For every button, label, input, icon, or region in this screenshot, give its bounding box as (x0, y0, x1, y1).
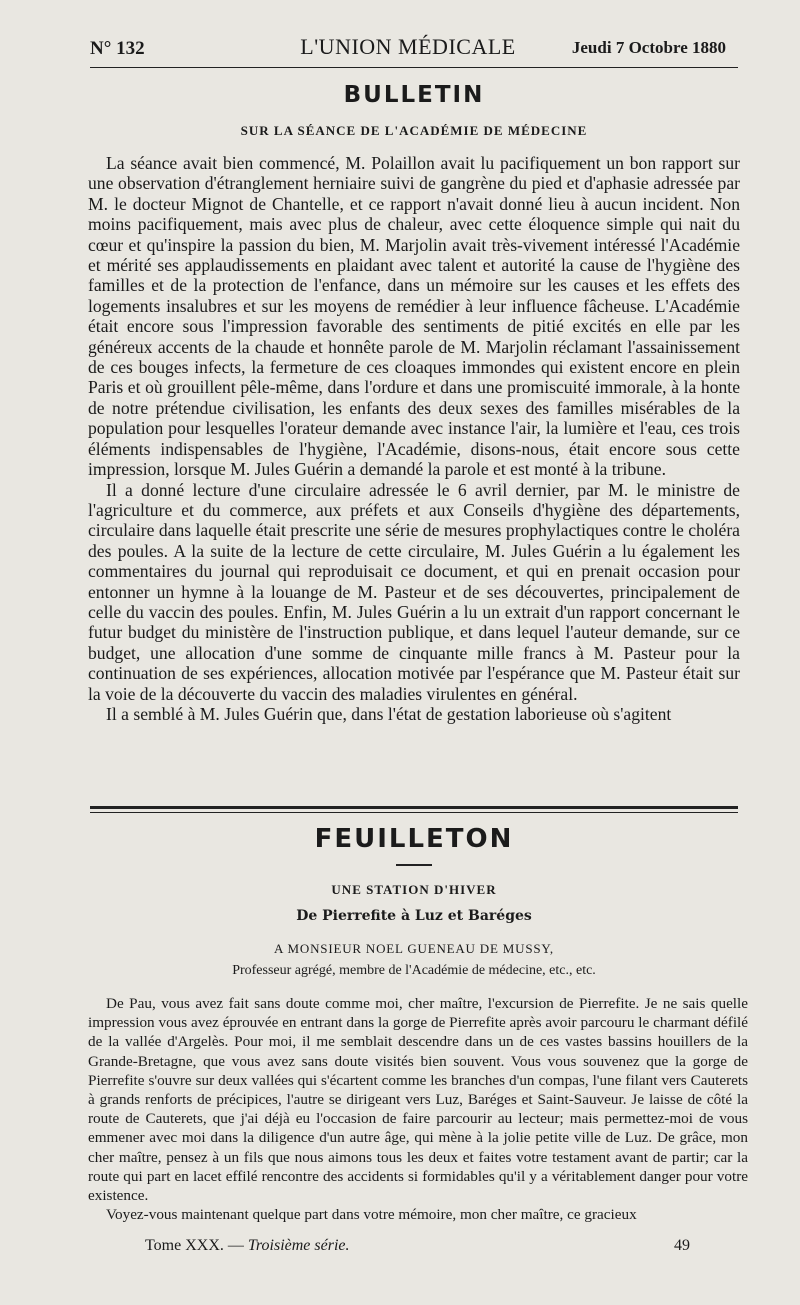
header-rule (90, 67, 738, 68)
feuilleton-separator-thin (90, 812, 738, 813)
bulletin-body (88, 153, 740, 724)
feuilleton-body (88, 994, 748, 1224)
page-number: 49 (674, 1237, 690, 1254)
feuilleton-paragraph: De Pau, vous avez fait sans doute comme moi, cher maître, l'excursion de Pierrefite. Je ne sais quelle impression vous avez éprouvée en entrant dans la gorge de Pierrefite après avoir parcouru le charmant défilé de la vallée d'Argelès. Pour moi, il me semblait descendre dans un de ces vastes bassins houillers de la Grande-Bretagne, que vous avez sans doute visités bien souvent. Vous vous souvenez que la gorge de Pierrefite s'ouvre sur deux vallées qui s'écartent comme les branches d'un compas, l'une filant vers Cauterets à grands renforts de précipices, l'autre se dirigeant vers Luz, Baréges et Saint-Sauveur. Je laisse de côté la route de Cauterets, que j'ai déjà eu l'occasion de faire parcourir au lecteur; mais permettez-moi de vous emmener avec moi dans la diligence d'un autre âge, qui mène à la jolie petite ville de Luz. De grâce, mon cher maître, pensez à un fils que nous aimons tous les deux et faites votre testament avant de partir; car la route qui part en lacet effilé rencontre des accidents si formidables qu'il y a véritablement danger pour votre existence. (88, 995, 748, 1205)
journal-title: L'UNION MÉDICALE (300, 34, 516, 59)
feuilleton-title: FEUILLETON (314, 824, 514, 854)
feuilleton-subheading: De Pierrefite à Luz et Baréges (296, 908, 532, 924)
feuilleton-dedication-title: Professeur agrégé, membre de l'Académie de médecine, etc., etc. (232, 963, 596, 978)
bulletin-subtitle: SUR LA SÉANCE DE L'ACADÉMIE DE MÉDECINE (240, 123, 588, 138)
footer-tome (145, 1237, 350, 1255)
page-header (90, 34, 726, 60)
page-footer (145, 1237, 690, 1259)
bulletin-paragraph: Il a semblé à M. Jules Guérin que, dans l'état de gestation laborieuse où s'agitent (106, 703, 672, 724)
footer-series: Troisième série. (247, 1237, 350, 1254)
feuilleton-paragraph: Voyez-vous maintenant quelque part dans votre mémoire, mon cher maître, ce gracieux (106, 1206, 637, 1224)
feuilleton-title-rule (396, 864, 432, 866)
feuilleton-dedication: A MONSIEUR NOEL GUENEAU DE MUSSY, (274, 941, 554, 956)
feuilleton-separator (90, 806, 738, 809)
bulletin-paragraph: La séance avait bien commencé, M. Polaillon avait lu pacifiquement un bon rapport sur une observation d'étranglement herniaire suivi de gangrène du pied et d'aphasie adressée par M. le docteur Mignot de Chantelle, et ce rapport n'avait donné lieu à aucun incident. Non moins pacifiquement, mais avec plus de chaleur, avec cette éloquence simple qui nait du cœur et qu'inspire la passion du bien, M. Marjolin avait très-vivement intéressé l'Académie et mérité ses applaudissements en plaidant avec talent et autorité la cause de l'hygiène des familles et de la protection de l'enfance, dans un mémoire sur les causes et les effets des logements insalubres et sur les moyens de remédier à leur influence fâcheuse. L'Académie était encore sous l'impression favorable des sentiments de pitié excités en elle par les généreux accents de la chaude et honnête parole de M. Marjolin réclamant l'assainissement de ces bouges infects, la fermeture de ces cloaques immondes qui existent encore en plein Paris et où grouillent pêle-même, dans l'ordure et dans une promiscuité immorale, à la honte de notre prétendue civilisation, les enfants des deux sexes des familles misérables de la population pour lesquelles l'orateur demande avec instance l'air, la lumière et l'eau, ces trois éléments indispensables de l'hygiène, l'Académie, disons-nous, était encore sous cette impression, lorsque M. Jules Guérin a demandé la parole et est monté à la tribune. (88, 153, 740, 480)
issue-number: N° 132 (90, 38, 145, 59)
bulletin-paragraph: Il a donné lecture d'une circulaire adressée le 6 avril dernier, par M. le ministre de l'agriculture et du commerce, aux préfets et aux Conseils d'hygiène des départements, circulaire dans laquelle était prescrite une série de mesures prophylactiques contre le choléra des poules. A la suite de la lecture de cette circulaire, M. Jules Guérin a lu également les commentaires du journal qui reproduisait ce document, et qui en prenait occasion pour entonner un hymne à la louange de M. Pasteur et de ses découvertes, principalement de celle du vaccin des poules. Enfin, M. Jules Guérin a lu un extrait d'un rapport concernant le futur budget du ministère de l'instruction publique, et dans lequel l'auteur demande, sur ce budget, une allocation d'une somme de cinquante mille francs à M. Pasteur pour la continuation de ses expériences, allocation motivée par l'espérance que M. Pasteur était sur la voie de la découverte du vaccin des maladies virulentes en général. (88, 479, 740, 704)
issue-date: Jeudi 7 Octobre 1880 (571, 38, 726, 57)
feuilleton-heading: UNE STATION D'HIVER (331, 882, 497, 897)
bulletin-title: BULLETIN (343, 82, 485, 108)
footer-tome-label: Tome XXX. — (145, 1237, 244, 1254)
